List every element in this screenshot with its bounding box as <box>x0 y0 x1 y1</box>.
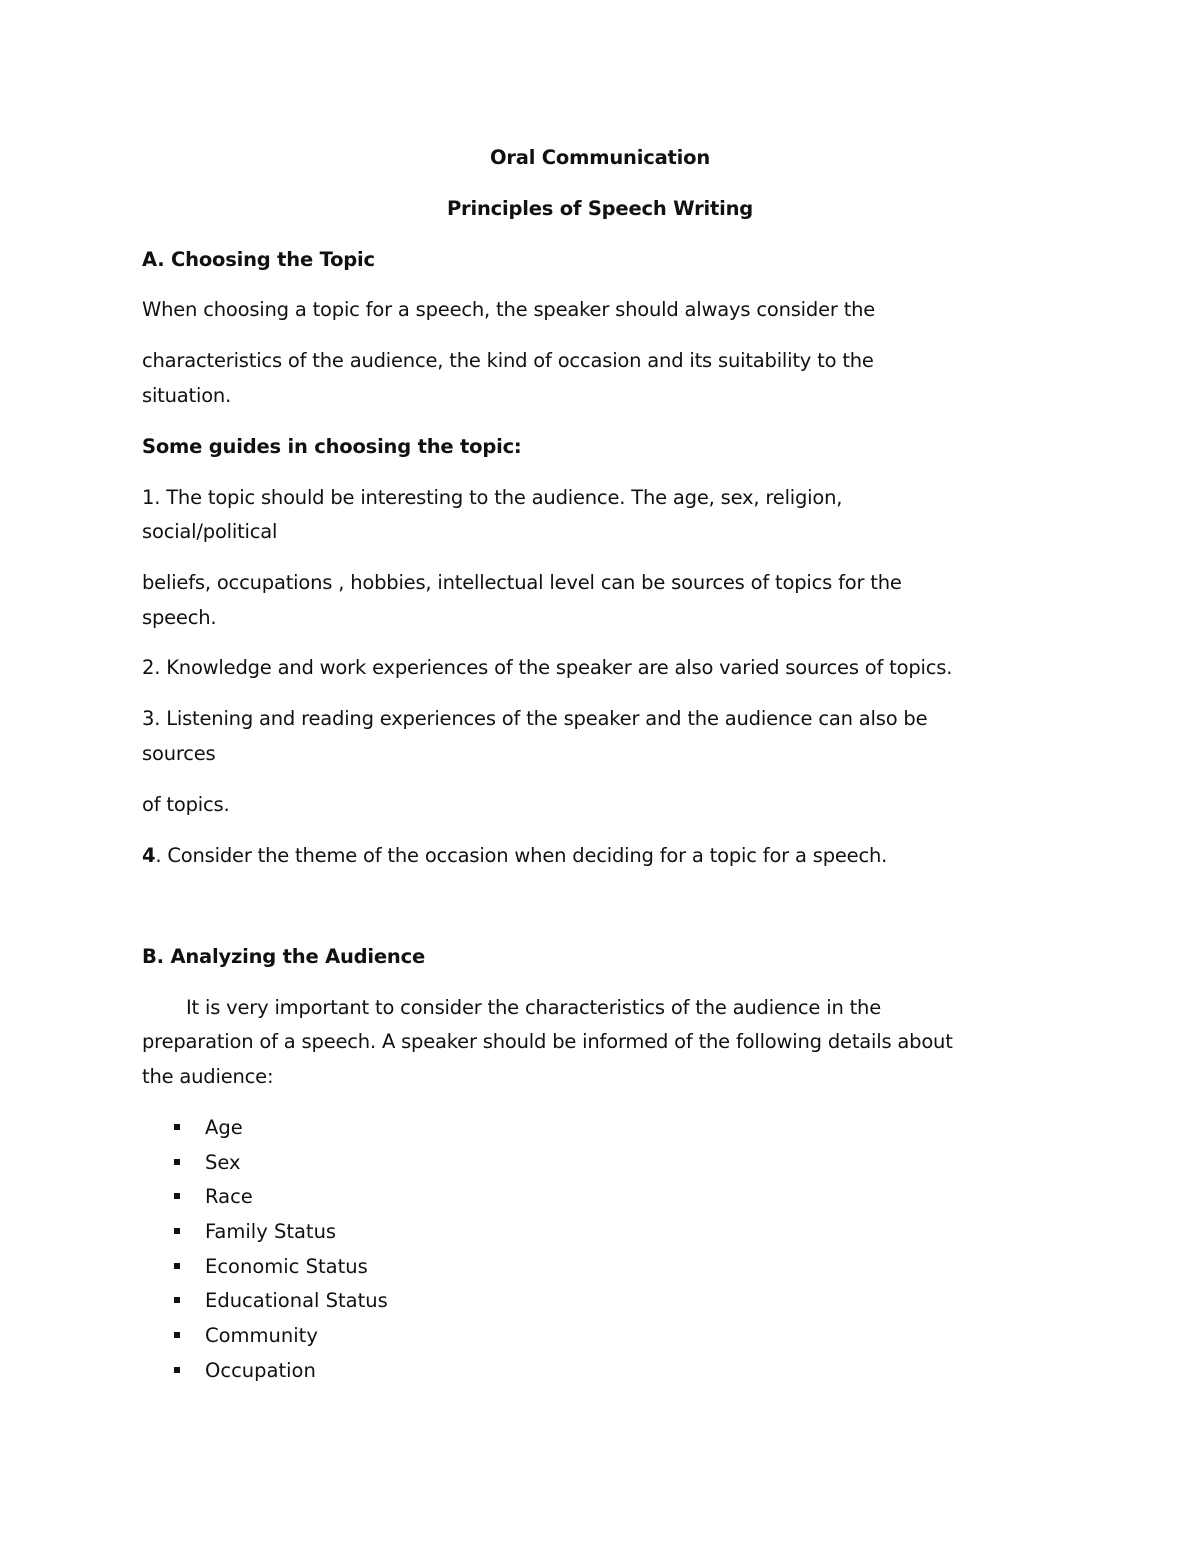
guide-line: beliefs, occupations , hobbies, intellectual level can be sources of topics for the <box>142 571 902 594</box>
bullet-icon <box>174 1297 180 1303</box>
section-a-heading: A. Choosing the Topic <box>142 248 375 271</box>
guide-4-number: 4 <box>142 844 156 867</box>
list-item-text: Age <box>205 1116 243 1139</box>
bullet-icon <box>174 1159 180 1165</box>
list-item-text: Family Status <box>205 1220 337 1243</box>
list-item <box>174 1359 316 1383</box>
bullet-icon <box>174 1332 180 1338</box>
list-item <box>174 1116 243 1140</box>
guide-line: of topics. <box>142 793 230 816</box>
list-item-text: Economic Status <box>205 1255 368 1278</box>
document-subtitle: Principles of Speech Writing <box>446 197 754 220</box>
guide-line: 2. Knowledge and work experiences of the speaker are also varied sources of topics. <box>142 656 953 679</box>
list-item <box>174 1324 318 1348</box>
list-item <box>174 1289 388 1313</box>
list-item <box>174 1185 253 1209</box>
list-item-text: Race <box>205 1185 253 1208</box>
list-item <box>174 1255 368 1279</box>
list-item <box>174 1220 336 1244</box>
list-item-text: Sex <box>205 1151 241 1174</box>
section-b-heading: B. Analyzing the Audience <box>142 945 425 968</box>
guide-line: 3. Listening and reading experiences of the speaker and the audience can also be <box>142 707 928 730</box>
section-b-paragraph-line: the audience: <box>142 1065 274 1088</box>
section-a-paragraph-line: situation. <box>142 384 232 407</box>
guide-line-4 <box>142 844 887 868</box>
section-a-paragraph-line: characteristics of the audience, the kind of occasion and its suitability to the <box>142 349 874 372</box>
list-item-text: Occupation <box>205 1359 316 1382</box>
section-a-paragraph-line: When choosing a topic for a speech, the speaker should always consider the <box>142 298 876 321</box>
list-item <box>174 1151 241 1175</box>
guide-line: 1. The topic should be interesting to the audience. The age, sex, religion, <box>142 486 843 509</box>
guides-heading: Some guides in choosing the topic: <box>142 435 522 458</box>
list-item-text: Community <box>205 1324 318 1347</box>
list-item-text: Educational Status <box>205 1289 388 1312</box>
section-b-paragraph-line: It is very important to consider the characteristics of the audience in the <box>186 996 881 1019</box>
bullet-icon <box>174 1367 180 1373</box>
section-b-paragraph-line: preparation of a speech. A speaker should be informed of the following details about <box>142 1030 953 1053</box>
guide-line: social/political <box>142 520 278 543</box>
bullet-icon <box>174 1228 180 1234</box>
document-title: Oral Communication <box>489 146 711 169</box>
bullet-icon <box>174 1193 180 1199</box>
guide-4-text: . Consider the theme of the occasion when deciding for a topic for a speech. <box>155 844 888 867</box>
bullet-icon <box>174 1263 180 1269</box>
bullet-icon <box>174 1124 180 1130</box>
guide-line: sources <box>142 742 216 765</box>
guide-line: speech. <box>142 606 217 629</box>
